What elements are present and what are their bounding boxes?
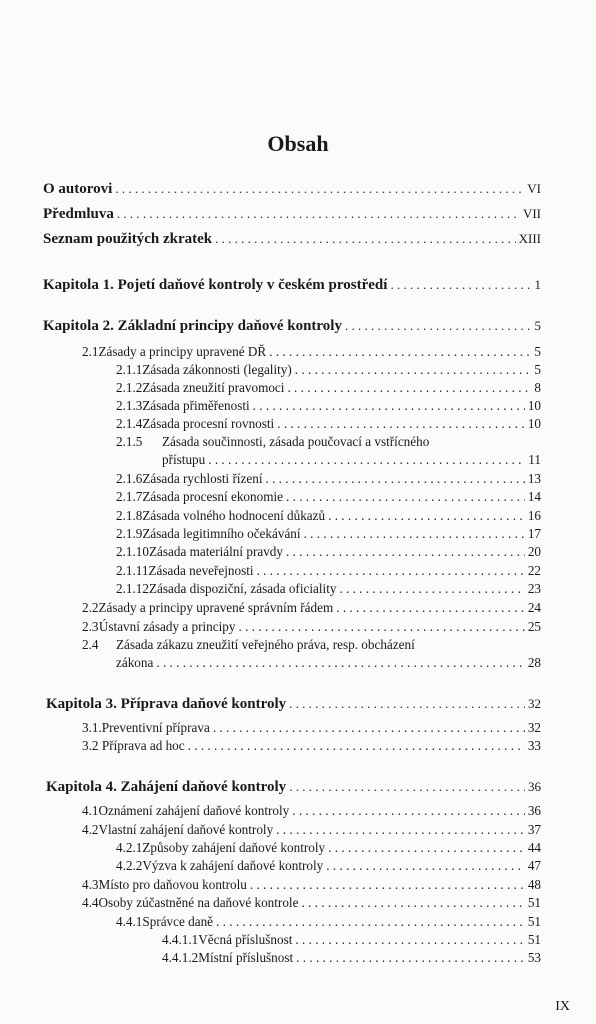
toc-label: Věcná příslušnost	[198, 932, 293, 947]
toc-page-number: 17	[527, 526, 541, 541]
toc-label: Zásady a principy upravené správním řádem	[98, 600, 334, 615]
toc-section-number: 2.1.2	[116, 380, 143, 395]
toc-label: Zásada neveřejnosti	[148, 563, 254, 578]
toc-page-number: 14	[527, 489, 541, 504]
toc-section-number: 4.4.1.1	[162, 932, 199, 947]
toc-section	[82, 344, 541, 360]
toc-page-number: 48	[527, 877, 541, 892]
toc-label: Zásada zneužití pravomoci	[142, 380, 285, 395]
toc-label: Seznam použitých zkratek	[43, 231, 213, 247]
toc-page-number: XIII	[518, 231, 541, 246]
toc-label-continuation: zákona	[116, 655, 154, 670]
toc-section-number: 4.3	[82, 877, 99, 892]
toc-label: Zásada přiměřenosti	[142, 398, 250, 413]
toc-label: Osoby zúčastněné na daňové kontrole	[98, 895, 299, 910]
toc-subsection	[116, 362, 541, 378]
toc-section-number: 2.2	[82, 600, 99, 615]
toc-chapter-3	[46, 696, 541, 713]
toc-label: Zásady a principy upravené DŘ	[98, 344, 267, 359]
toc-section	[82, 877, 541, 893]
toc-page-number: 36	[527, 803, 541, 818]
toc-label: Zásada zákazu zneužití veřejného práva, resp. obcházení	[116, 637, 415, 652]
toc-page-number: 13	[527, 471, 541, 486]
toc-subsection	[116, 489, 541, 505]
toc-subsection	[116, 380, 541, 396]
toc-page-number: 5	[534, 344, 541, 359]
toc-section-number: 2.1.7	[116, 489, 143, 504]
toc-label: Zásada legitimního očekávání	[142, 526, 301, 541]
toc-page-number: 10	[527, 416, 541, 431]
toc-section	[82, 619, 541, 635]
toc-section-number: 3.2	[82, 738, 99, 753]
toc-section-number: 2.1.5	[116, 434, 143, 449]
toc-section-number: 4.4.1	[116, 914, 143, 929]
toc-section	[82, 720, 541, 736]
toc-page-number: 44	[527, 840, 541, 855]
toc-page-number: VII	[522, 206, 541, 221]
toc-label: Zásada procesní rovnosti	[142, 416, 275, 431]
toc-page-number: 53	[527, 950, 541, 965]
toc-subsection	[116, 508, 541, 524]
toc-page-number: 33	[527, 738, 541, 753]
toc-subsection	[116, 471, 541, 487]
toc-label: Oznámení zahájení daňové kontroly	[98, 803, 290, 818]
toc-subsubsection	[162, 950, 541, 966]
toc-page-number: 10	[527, 398, 541, 413]
toc-section-number: 4.2.1	[116, 840, 143, 855]
toc-page-number: 11	[528, 452, 541, 467]
toc-subsection	[116, 434, 541, 450]
toc-subsection	[116, 914, 541, 930]
toc-chapter-2	[43, 318, 541, 335]
toc-label: Zásada součinnosti, zásada poučovací a vstřícného	[162, 434, 430, 449]
toc-page-number: 25	[527, 619, 541, 634]
toc-section-continuation	[116, 655, 541, 671]
toc-label: Zásada procesní ekonomie	[142, 489, 283, 504]
toc-section-number: 2.1	[82, 344, 99, 359]
toc-page-number: 47	[527, 858, 541, 873]
toc-section-number: 2.1.4	[116, 416, 143, 431]
toc-section	[82, 803, 541, 819]
toc-section-number: 4.2.2	[116, 858, 143, 873]
toc-entry-abbreviations	[43, 231, 541, 248]
toc-section-number: 2.1.11	[116, 563, 149, 578]
toc-label: Vlastní zahájení daňové kontroly	[98, 822, 274, 837]
toc-label: Místo pro daňovou kontrolu	[98, 877, 247, 892]
toc-subsection	[116, 398, 541, 414]
toc-section-number: 2.1.1	[116, 362, 143, 377]
toc-section-number: 2.1.3	[116, 398, 143, 413]
toc-section-number: 2.1.9	[116, 526, 143, 541]
toc-label: O autorovi	[43, 181, 113, 197]
toc-section	[82, 637, 541, 653]
toc-label: Zásada zákonnosti (legality)	[142, 362, 292, 377]
toc-page-number: 20	[527, 544, 541, 559]
toc-label-continuation: přístupu	[162, 452, 206, 467]
toc-section	[82, 738, 541, 754]
toc-page-number: 37	[527, 822, 541, 837]
toc-page-number: 36	[528, 779, 541, 794]
toc-label: Zásada volného hodnocení důkazů	[142, 508, 326, 523]
toc-label: Kapitola 2. Základní principy daňové kontroly	[43, 318, 342, 334]
toc-section-number: 4.1	[82, 803, 99, 818]
toc-label: Ústavní zásady a principy	[98, 619, 236, 634]
toc-label: Kapitola 1. Pojetí daňové kontroly v českém prostředí	[43, 277, 388, 293]
toc-page-number: 28	[527, 655, 541, 670]
toc-page-number: 23	[527, 581, 541, 596]
toc-page-number: 32	[528, 696, 541, 711]
toc-subsection-continuation	[162, 452, 541, 468]
toc-page-number: 5	[534, 318, 541, 333]
toc-section-number: 4.4.1.2	[162, 950, 199, 965]
toc-section-number: 2.3	[82, 619, 99, 634]
toc-page-number: 51	[527, 895, 541, 910]
toc-chapter-1	[43, 277, 541, 294]
toc-page-number: 32	[527, 720, 541, 735]
toc-label: Preventivní příprava	[101, 720, 210, 735]
toc-section-number: 4.4	[82, 895, 99, 910]
toc-label: Zásada dispoziční, zásada oficiality	[148, 581, 337, 596]
toc-subsubsection	[162, 932, 541, 948]
toc-page-number: 1	[534, 277, 541, 292]
toc-section-number: 2.4	[82, 637, 99, 652]
toc-page-number: VI	[527, 181, 541, 196]
page-title: Obsah	[267, 131, 329, 156]
toc-label: Správce daně	[142, 914, 214, 929]
toc-entry-authors	[43, 181, 541, 198]
toc-entry-preface	[43, 206, 541, 223]
toc-page-number: 51	[527, 932, 541, 947]
toc-label: Zásada materiální pravdy	[148, 544, 283, 559]
toc-label: Kapitola 4. Zahájení daňové kontroly	[46, 779, 287, 795]
toc-label: Místní příslušnost	[198, 950, 294, 965]
toc-label: Výzva k zahájení daňové kontroly	[142, 858, 324, 873]
toc-subsection	[116, 563, 541, 579]
page-folio: IX	[555, 999, 570, 1014]
toc-section-number: 2.1.10	[116, 544, 149, 559]
toc-label: Kapitola 3. Příprava daňové kontroly	[46, 696, 287, 712]
toc-section-number: 3.1.	[82, 720, 102, 735]
toc-section	[82, 600, 541, 616]
toc-label: Příprava ad hoc	[101, 738, 185, 753]
toc-label: Způsoby zahájení daňové kontroly	[142, 840, 326, 855]
toc-section-number: 2.1.6	[116, 471, 143, 486]
toc-subsection	[116, 526, 541, 542]
toc-page-number: 22	[527, 563, 541, 578]
toc-page-number: 5	[534, 362, 541, 377]
toc-section	[82, 822, 541, 838]
toc-section-number: 4.2	[82, 822, 99, 837]
toc-section-number: 2.1.12	[116, 581, 149, 596]
toc-section	[82, 895, 541, 911]
toc-section-number: 2.1.8	[116, 508, 143, 523]
toc-page-number: 24	[527, 600, 541, 615]
toc-subsection	[116, 416, 541, 432]
toc-label: Předmluva	[43, 206, 114, 222]
toc-page-number: 8	[534, 380, 541, 395]
toc-subsection	[116, 581, 541, 597]
toc-subsection	[116, 858, 541, 874]
toc-subsection	[116, 544, 541, 560]
toc-label: Zásada rychlosti řízení	[142, 471, 263, 486]
toc-chapter-4	[46, 779, 541, 796]
toc-subsection	[116, 840, 541, 856]
toc-page-number: 51	[527, 914, 541, 929]
toc-page-number: 16	[527, 508, 541, 523]
